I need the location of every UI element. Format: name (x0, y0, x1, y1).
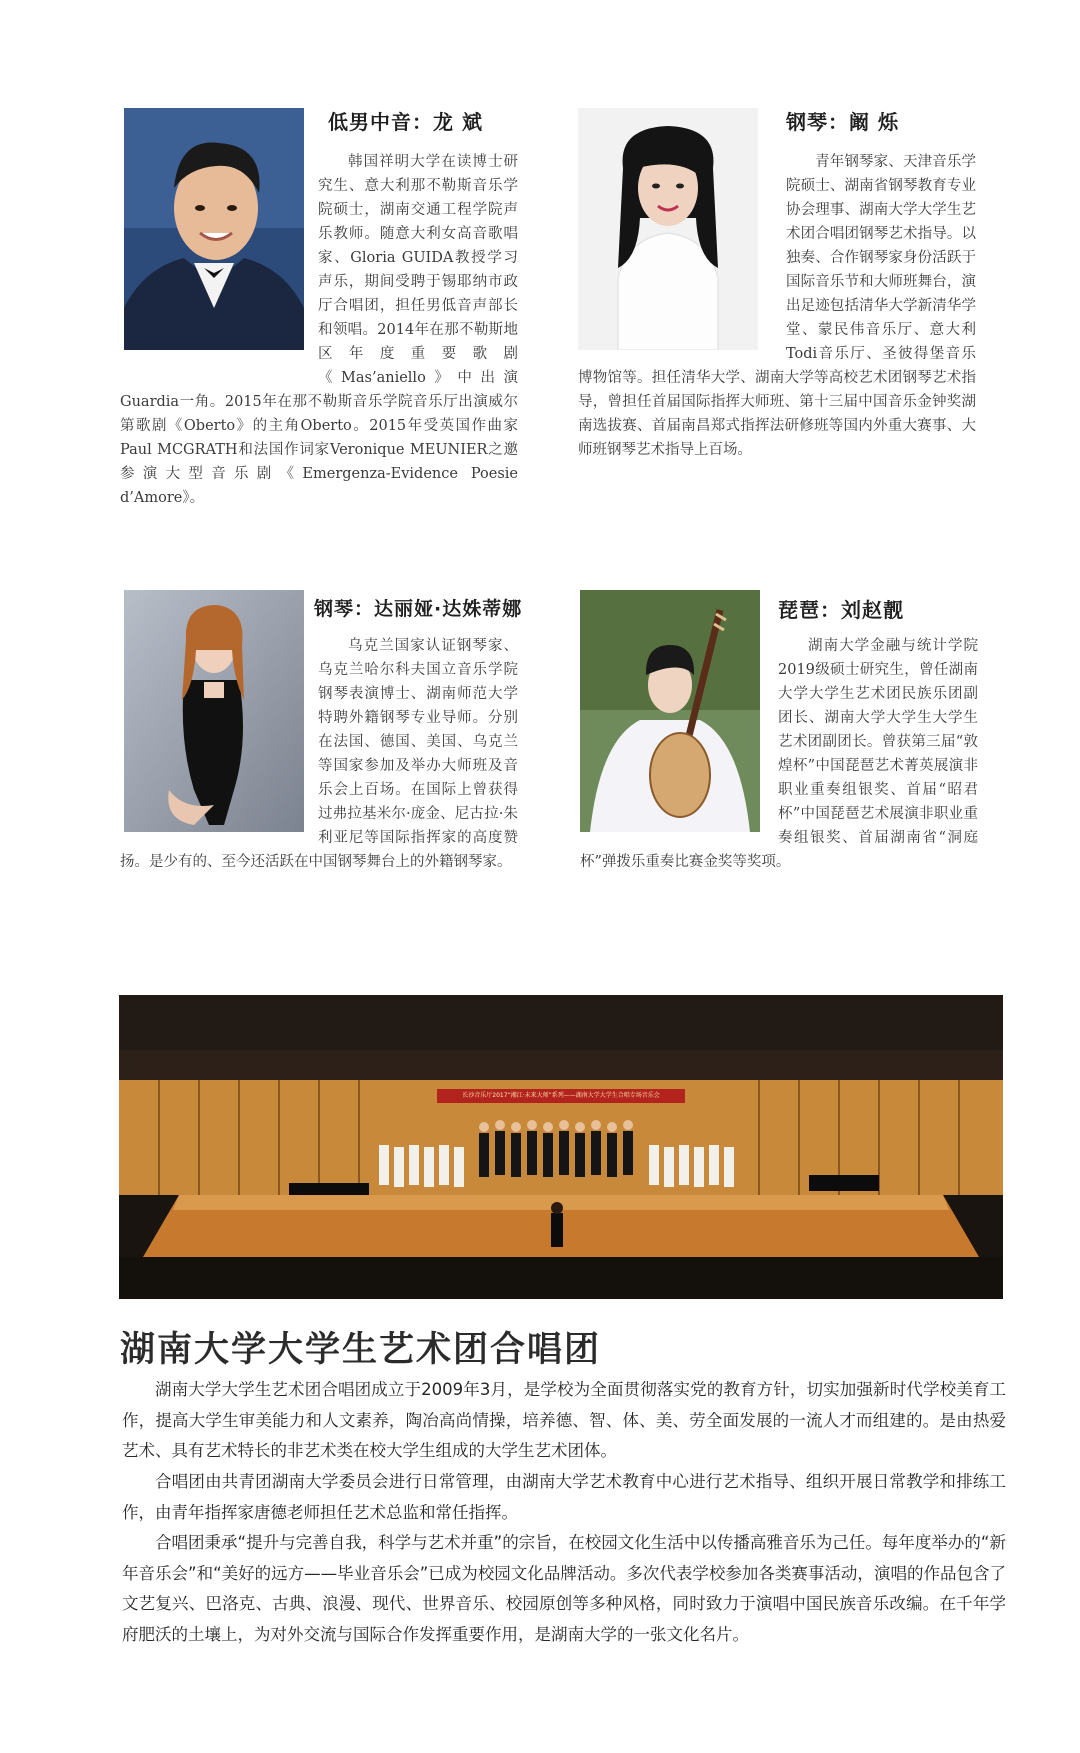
profile-bio-kan-shuo: 青年钢琴家、天津音乐学院硕士、湖南省钢琴教育专业协会理事、湖南大学大学生艺术团合唱团钢琴艺术指导。以独奏、合作钢琴家身份活跃于国际音乐节和大师班舞台，演出足迹包括清华大学新清华学堂、蒙民伟音乐厅、意大利Todi音乐厅、圣彼得堡音乐博物馆等。担任清华大学、湖南大学等高校艺术团钢琴艺术指导，曾担任首届国际指挥大师班、第十三届中国音乐金钟奖湖南选拔赛、首届南昌郑式指挥法研修班等国内外重大赛事、大师班钢琴艺术指导上百场。 (578, 154, 976, 458)
profile-bio-liu-zhaojing: 湖南大学金融与统计学院2019级硕士研究生，曾任湖南大学大学生艺术团民族乐团副团长、湖南大学大学生大学生艺术团副团长。曾获第三届“敦煌杯”中国琵琶艺术菁英展演非职业重奏组银奖、首届“昭君杯”中国琵琶艺术展演非职业重奏组银奖、首届湖南省“洞庭杯”弹拨乐重奏比赛金奖等奖项。 (580, 638, 978, 870)
profile-name-long-bin: 低男中音：龙 斌 (328, 110, 483, 134)
profile-name-kan-shuo: 钢琴：阚 烁 (786, 110, 899, 134)
section-paragraph-1: 湖南大学大学生艺术团合唱团成立于2009年3月，是学校为全面贯彻落实党的教育方针，切实加强新时代学校美育工作，提高大学生审美能力和人文素养，陶冶高尚情操，培养德、智、体、美、劳全面发展的一流人才而组建的。是由热爱艺术、具有艺术特长的非艺术类在校大学生组成的大学生艺术团体。 (122, 1380, 1006, 1460)
profile-bio-daria: 乌克兰国家认证钢琴家、乌克兰哈尔科夫国立音乐学院钢琴表演博士、湖南师范大学特聘外籍钢琴专业导师。分别在法国、德国、美国、乌克兰等国家参加及举办大师班及音乐会上百场。在国际上曾获得过弗拉基米尔·庞金、尼古拉·朱利亚尼等国际指挥家的高度赞扬。是少有的、至今还活跃在中国钢琴舞台上的外籍钢琴家。 (120, 638, 518, 870)
section-title: 湖南大学大学生艺术团合唱团 (120, 1329, 602, 1370)
profile-name-daria: 钢琴：达丽娅·达姝蒂娜 (314, 598, 523, 620)
profile-bio-long-bin: 韩国祥明大学在读博士研究生、意大利那不勒斯音乐学院硕士，湖南交通工程学院声乐教师。随意大利女高音歌唱家、Gloria GUIDA教授学习声乐，期间受聘于锡耶纳市政厅合唱团，担任男低音声部长和领唱。2014年在那不勒斯地区年度重要歌剧《Mas’aniello》中出演Guardia一角。2015年在那不勒斯音乐学院音乐厅出演威尔第歌剧《Oberto》的主角Oberto。2015年受英国作曲家Paul MCGRATH和法国作词家Veronique MEUNIER之邀参演大型音乐剧《Emergenza-Evidence Poesie d’Amore》。 (120, 154, 518, 506)
section-paragraph-3: 合唱团秉承“提升与完善自我，科学与艺术并重”的宗旨，在校园文化生活中以传播高雅音乐为己任。每年度举办的“新年音乐会”和“美好的远方——毕业音乐会”已成为校园文化品牌活动。多次代表学校参加各类赛事活动，演唱的作品包含了文艺复兴、巴洛克、古典、浪漫、现代、世界音乐、校园原创等多种风格，同时致力于演唱中国民族音乐改编。在千年学府肥沃的土壤上，为对外交流与国际合作发挥重要作用，是湖南大学的一张文化名片。 (122, 1533, 1006, 1644)
banner-text: 长沙音乐厅2017“湘江·未来大师”系列——湖南大学大学生合唱专场音乐会 (462, 1092, 660, 1099)
section-paragraph-2: 合唱团由共青团湖南大学委员会进行日常管理，由湖南大学艺术教育中心进行艺术指导、组织开展日常教学和排练工作，由青年指挥家唐德老师担任艺术总监和常任指挥。 (122, 1472, 1006, 1522)
choir-concert-photo (119, 995, 1003, 1299)
profile-name-liu-zhaojing: 琵琶：刘赵靓 (778, 598, 904, 622)
